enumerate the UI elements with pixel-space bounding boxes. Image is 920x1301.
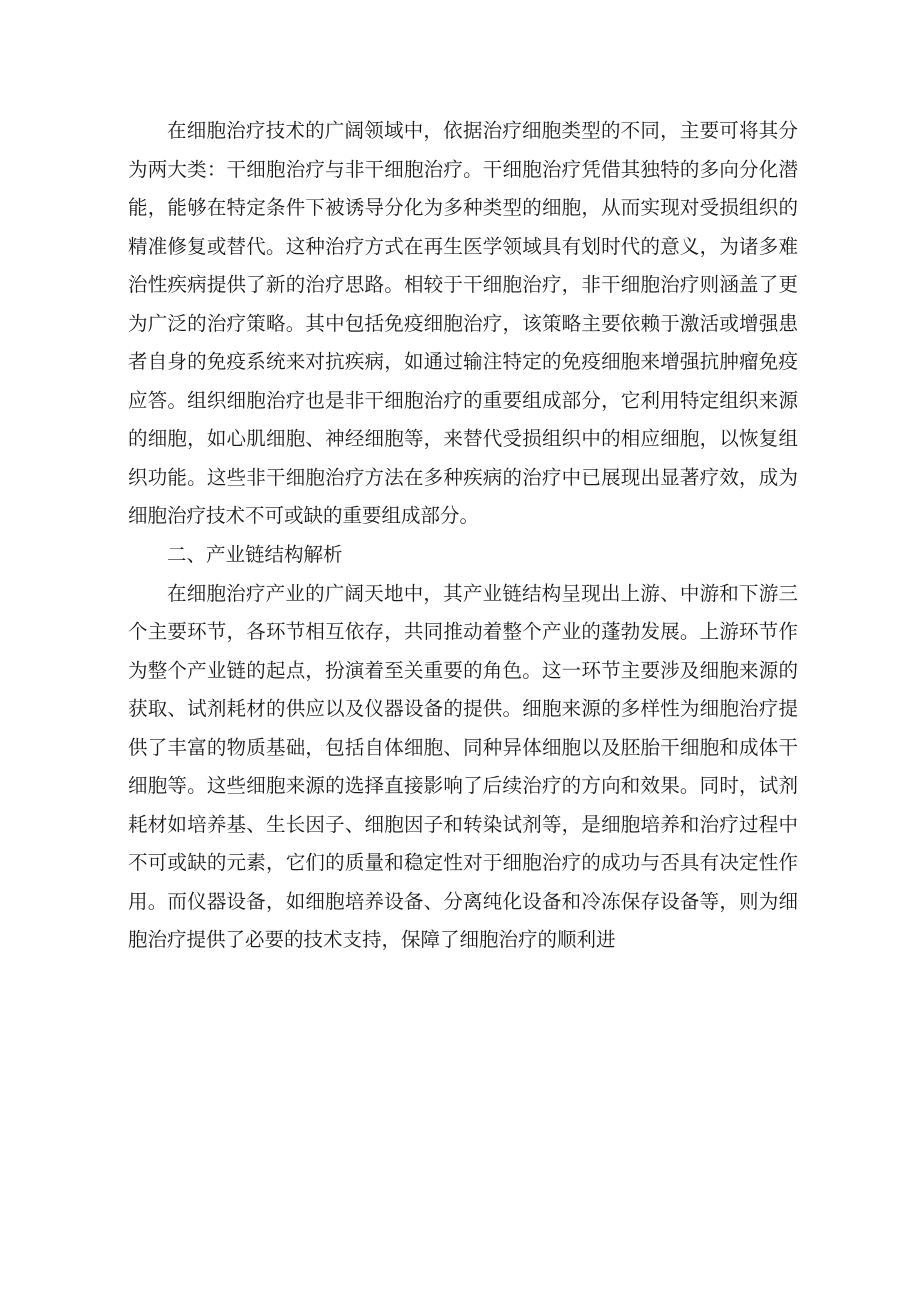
paragraph-cell-therapy-types: 在细胞治疗技术的广阔领域中，依据治疗细胞类型的不同，主要可将其分为两大类：干细胞治疗与非干细胞治疗。干细胞治疗凭借其独特的多向分化潜能，能够在特定条件下被诱导分化为多种类型的细胞，从而实现对受损组织的精准修复或替代。这种治疗方式在再生医学领域具有划时代的意义，为诸多难治性疾病提供了新的治疗思路。相较于干细胞治疗，非干细胞治疗则涵盖了更为广泛的治疗策略。其中包括免疫细胞治疗，该策略主要依赖于激活或增强患者自身的免疫系统来对抗疾病，如通过输注特定的免疫细胞来增强抗肿瘤免疫应答。组织细胞治疗也是非干细胞治疗的重要组成部分，它利用特定组织来源的细胞，如心肌细胞、神经细胞等，来替代受损组织中的相应细胞，以恢复组织功能。这些非干细胞治疗方法在多种疾病的治疗中已展现出显著疗效，成为细胞治疗技术不可或缺的重要组成部分。 bbox=[128, 119, 798, 528]
section-heading: 二、产业链结构解析 bbox=[167, 543, 343, 567]
document-body bbox=[128, 112, 798, 960]
paragraph-industry-chain: 在细胞治疗产业的广阔天地中，其产业链结构呈现出上游、中游和下游三个主要环节，各环节相互依存，共同推动着整个产业的蓬勃发展。上游环节作为整个产业链的起点，扮演着至关重要的角色。这一环节主要涉及细胞来源的获取、试剂耗材的供应以及仪器设备的提供。细胞来源的多样性为细胞治疗提供了丰富的物质基础，包括自体细胞、同种异体细胞以及胚胎干细胞和成体干细胞等。这些细胞来源的选择直接影响了后续治疗的方向和效果。同时，试剂耗材如培养基、生长因子、细胞因子和转染试剂等，是细胞培养和治疗过程中不可或缺的元素，它们的质量和稳定性对于细胞治疗的成功与否具有决定性作用。而仪器设备，如细胞培养设备、分离纯化设备和冷冻保存设备等，则为细胞治疗提供了必要的技术支持，保障了细胞治疗的顺利进 bbox=[128, 581, 798, 952]
